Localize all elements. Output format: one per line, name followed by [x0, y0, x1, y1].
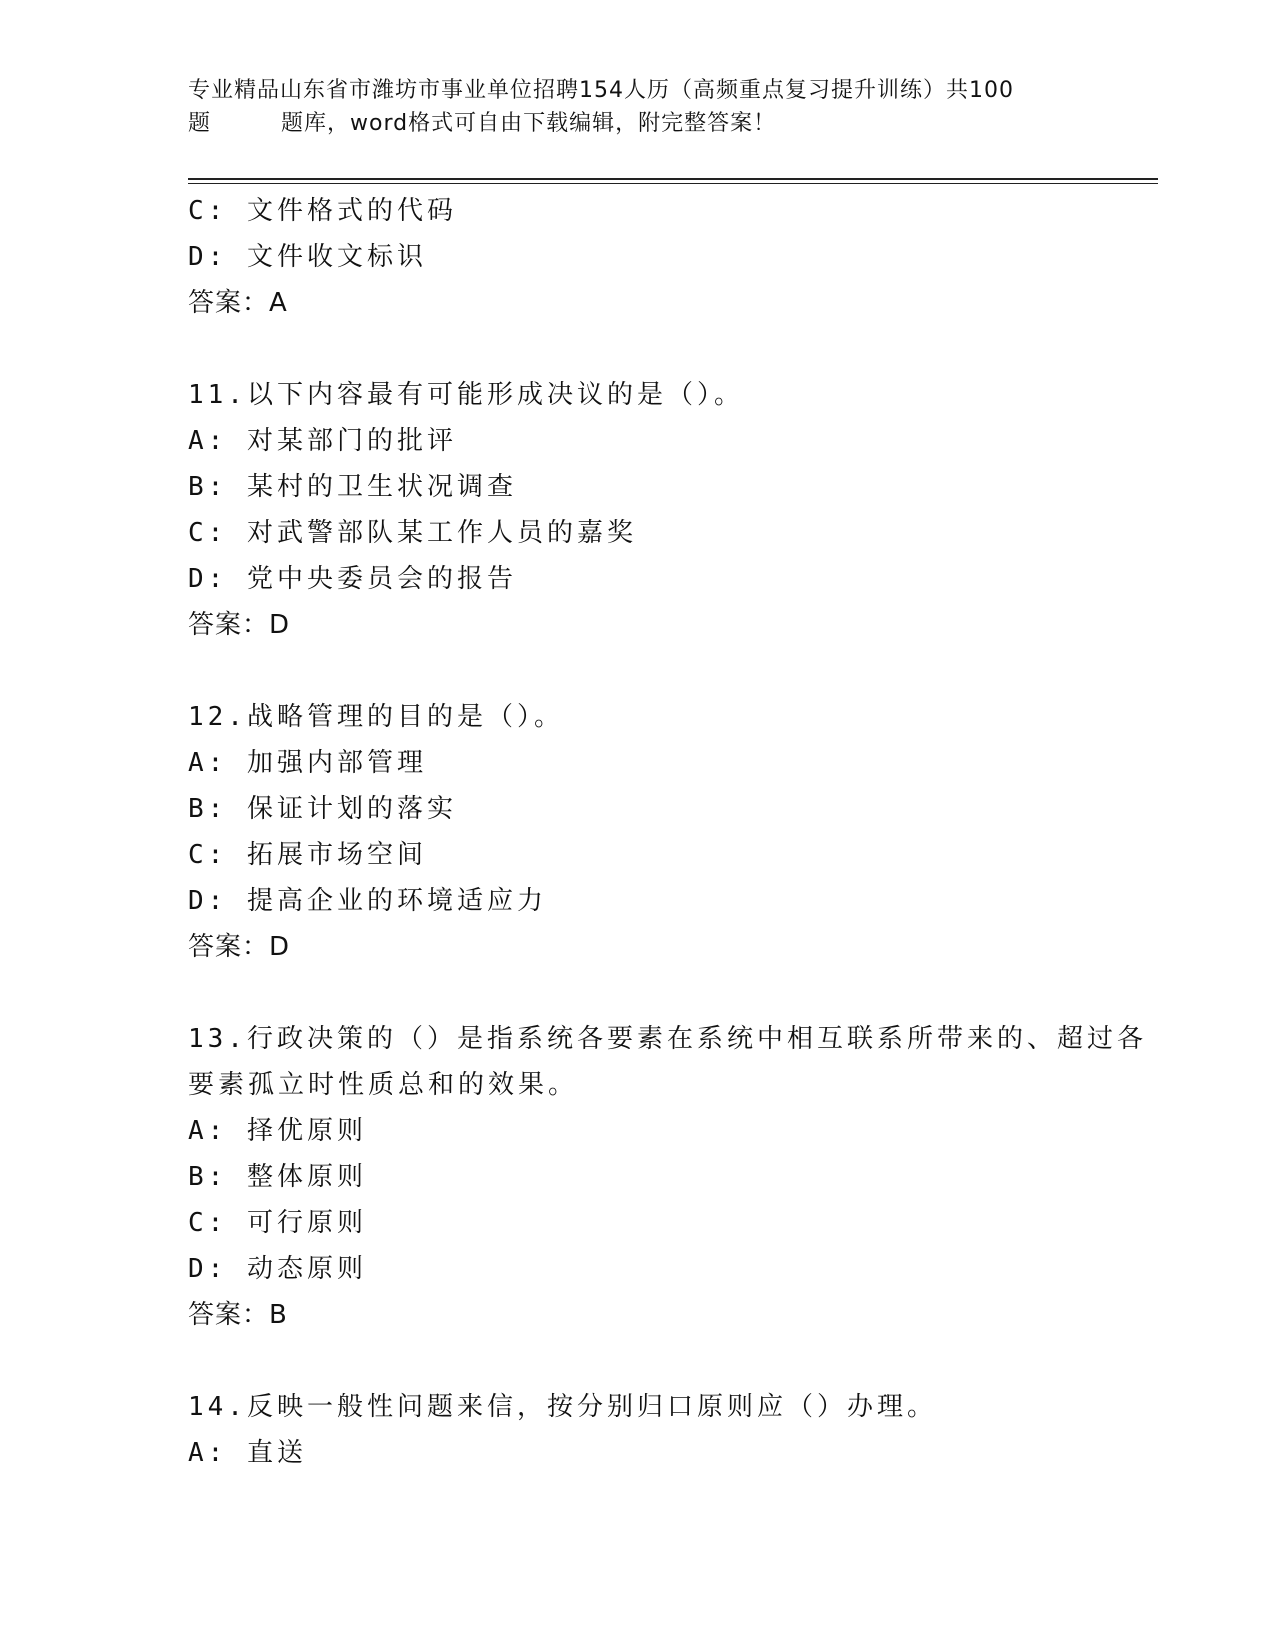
- option-c: C: 可行原则: [188, 1208, 367, 1238]
- option-c: C: 文件格式的代码: [188, 196, 457, 226]
- question-12: [188, 694, 1148, 970]
- header-title-line2: [188, 107, 1088, 140]
- header-title-line1: 专业精品山东省市潍坊市事业单位招聘154人历（高频重点复习提升训练）共100: [188, 78, 1014, 103]
- answer-line: 答案：A: [188, 288, 288, 318]
- header-title-line2-start: 题: [188, 111, 212, 136]
- option-b: B: 整体原则: [188, 1162, 367, 1192]
- option-d: D: 党中央委员会的报告: [188, 564, 517, 594]
- answer-line: 答案：B: [188, 1300, 288, 1330]
- option-d: D: 提高企业的环境适应力: [188, 886, 547, 916]
- option-b: B: 某村的卫生状况调查: [188, 472, 517, 502]
- answer-line: 答案：D: [188, 610, 291, 640]
- question-stem: 13.行政决策的（）是指系统各要素在系统中相互联系所带来的、超过各要素孤立时性质总和的效果。: [188, 1024, 1147, 1100]
- question-13: [188, 1016, 1148, 1338]
- option-b: B: 保证计划的落实: [188, 794, 457, 824]
- option-d: D: 动态原则: [188, 1254, 367, 1284]
- answer-line: 答案：D: [188, 932, 291, 962]
- question-stem: 11.以下内容最有可能形成决议的是（）。: [188, 380, 744, 410]
- question-content: [188, 188, 1148, 1476]
- header-divider-thick: [188, 178, 1158, 180]
- option-a: A: 直送: [188, 1438, 307, 1468]
- document-header: [188, 74, 1088, 140]
- question-11: [188, 372, 1148, 648]
- option-c: C: 拓展市场空间: [188, 840, 427, 870]
- question-stem: 14.反映一般性问题来信，按分别归口原则应（）办理。: [188, 1392, 937, 1422]
- option-a: A: 对某部门的批评: [188, 426, 457, 456]
- option-d: D: 文件收文标识: [188, 242, 427, 272]
- question-10-continued: [188, 188, 1148, 326]
- question-14: [188, 1384, 1148, 1476]
- header-title-line2-rest: 题库，word格式可自由下载编辑，附完整答案！: [281, 111, 777, 136]
- option-a: A: 择优原则: [188, 1116, 367, 1146]
- header-divider-thin: [188, 183, 1158, 184]
- option-a: A: 加强内部管理: [188, 748, 427, 778]
- option-c: C: 对武警部队某工作人员的嘉奖: [188, 518, 637, 548]
- question-stem: 12.战略管理的目的是（）。: [188, 702, 564, 732]
